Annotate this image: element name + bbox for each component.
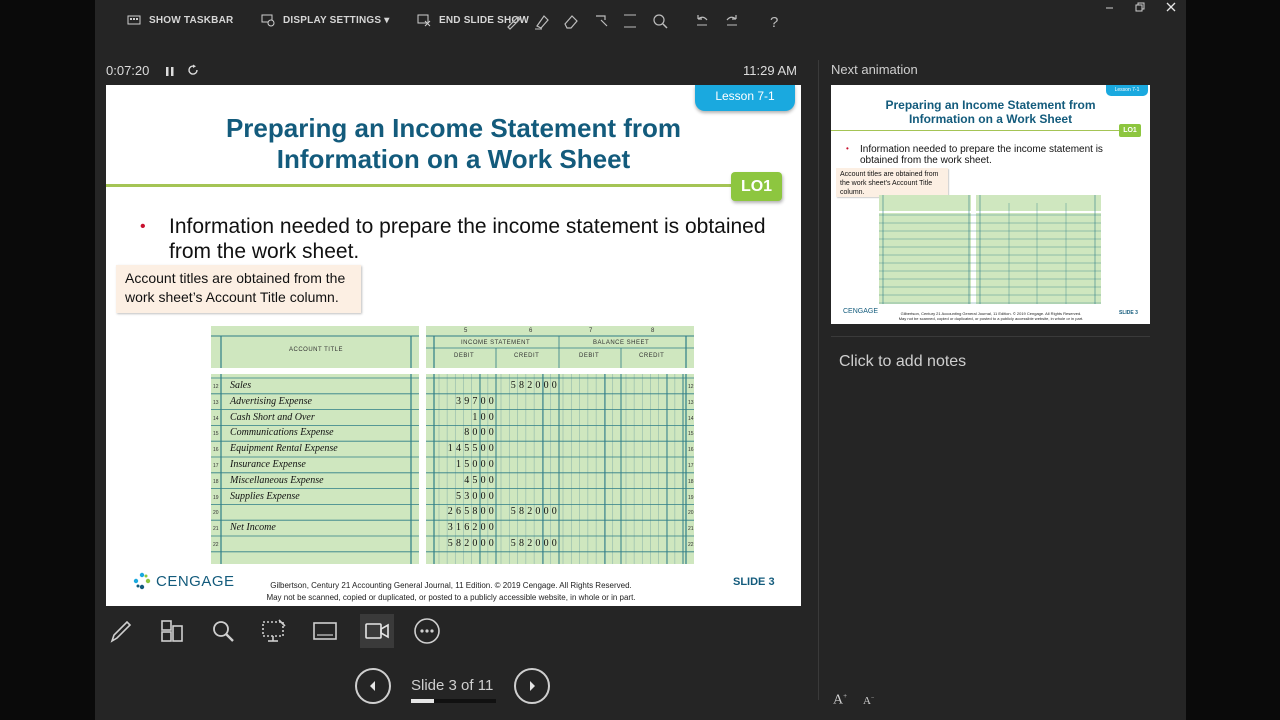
debit-header: DEBIT (454, 353, 475, 359)
display-settings-label: DISPLAY SETTINGS ▾ (283, 14, 390, 26)
notes-divider (831, 336, 1150, 337)
pause-timer-button[interactable] (165, 64, 175, 75)
credit-amount: 582000 (510, 506, 560, 518)
row-number: 22 (688, 542, 694, 548)
row-number: 16 (688, 447, 694, 454)
help-tool[interactable] (765, 12, 783, 30)
title-divider (106, 184, 736, 187)
debit-amount: 15000 (456, 459, 497, 470)
previous-icon (367, 680, 379, 692)
next-slide-preview[interactable] (831, 85, 1150, 324)
see-all-slides-button[interactable] (155, 614, 189, 648)
preview-cengage-logo: CENGAGE (843, 308, 879, 315)
preview-bullet-text: Information needed to prepare the income statement is obtained from the work sheet. (860, 144, 1103, 166)
row-number: 20 (688, 510, 694, 517)
debit-amount: 582000 (447, 538, 497, 549)
eraser-icon (562, 12, 580, 30)
account-title-header: ACCOUNT TITLE (289, 347, 343, 353)
row-number: 21 (688, 526, 694, 533)
slide-footer (106, 563, 801, 606)
row-number: 15 (688, 431, 694, 438)
increase-font-button[interactable]: A+ (833, 692, 848, 708)
account-title: Sales (230, 380, 252, 391)
current-slide[interactable] (106, 85, 801, 606)
copyright-line-2: May not be scanned, copied or duplicated, or posted to a publicly accessible website, in whole or in part. (266, 593, 636, 602)
taskbar-icon (127, 13, 141, 27)
slide-title-line-1: Preparing an Income Statement from (225, 113, 682, 143)
current-time: 11:29 AM (743, 63, 797, 78)
lesson-tab: Lesson 7-1 (695, 85, 795, 111)
row-number: 14 (688, 415, 694, 422)
income-statement-header: INCOME STATEMENT (461, 340, 531, 346)
clear-ink-tool[interactable] (621, 12, 639, 30)
slide-title (106, 113, 801, 175)
preview-callout: Account titles are obtained from the work sheet’s Account Title column. (836, 168, 948, 197)
row-number: 13 (688, 399, 694, 406)
account-title: Advertising Expense (230, 395, 312, 407)
previous-slide-button[interactable] (355, 668, 391, 704)
redo-icon (723, 12, 741, 30)
presenter-view (95, 0, 1186, 720)
laser-icon (592, 12, 610, 30)
undo-icon (693, 12, 711, 30)
restart-timer-button[interactable] (187, 63, 199, 75)
redo-tool[interactable] (723, 12, 741, 30)
credit-header: CREDIT (514, 353, 540, 359)
account-title: Insurance Expense (230, 459, 306, 470)
debit-amount: 8000 (464, 427, 497, 439)
column-number: 7 (589, 328, 593, 334)
svg-text:?: ? (770, 14, 779, 30)
row-number: 22 (213, 542, 219, 548)
preview-bullet-marker: • (846, 144, 849, 153)
help-icon (765, 12, 783, 30)
row-number: 20 (213, 510, 219, 517)
laser-tool[interactable] (592, 12, 610, 30)
preview-title-line-2: Information on a Work Sheet (908, 112, 1073, 126)
account-title: Equipment Rental Expense (230, 443, 338, 455)
row-number: 21 (213, 526, 219, 533)
restore-button[interactable] (1135, 2, 1145, 14)
show-taskbar-label: SHOW TASKBAR (149, 14, 234, 26)
close-icon (1166, 2, 1176, 12)
reset-icon (187, 64, 199, 76)
row-number: 17 (213, 463, 219, 469)
end-slide-show-label: END SLIDE SHOW (439, 14, 530, 26)
show-taskbar-button[interactable] (127, 12, 233, 28)
preview-work-sheet (879, 195, 1101, 304)
pen-icon (505, 12, 523, 30)
row-number: 14 (213, 415, 219, 422)
restore-icon (1135, 2, 1145, 12)
row-number: 12 (688, 384, 694, 390)
row-number: 13 (213, 399, 219, 406)
minimize-button[interactable] (1105, 2, 1115, 14)
undo-tool[interactable] (693, 12, 711, 30)
camera-toggle-button[interactable] (360, 614, 394, 648)
black-screen-button[interactable] (257, 614, 291, 648)
black-screen-icon (260, 617, 288, 645)
pause-icon (165, 66, 175, 77)
decrease-font-button[interactable]: A− (863, 695, 875, 707)
account-title: Supplies Expense (230, 490, 300, 502)
debit-header: DEBIT (579, 353, 600, 359)
work-sheet-image (211, 326, 696, 564)
bullet-text: Information needed to prepare the income statement is obtained from the work sheet. (169, 215, 766, 263)
camera-icon (363, 617, 391, 645)
cengage-logo (132, 571, 235, 591)
debit-amount: 145500 (447, 443, 497, 455)
next-icon (526, 680, 538, 692)
slide-progress-fill (411, 699, 434, 703)
row-number: 15 (213, 431, 219, 438)
debit-amount: 100 (472, 411, 497, 423)
debit-amount: 53000 (456, 490, 497, 502)
account-title: Net Income (230, 522, 276, 534)
copyright-notice (241, 580, 661, 604)
debit-amount: 316200 (447, 522, 497, 534)
zoom-tool[interactable] (651, 12, 669, 30)
account-title: Miscellaneous Expense (230, 474, 324, 486)
zoom-icon (651, 12, 669, 30)
copyright-line-1: Gilbertson, Century 21 Accounting General Journal, 11 Edition. © 2019 Cengage. All Rights Reserved. (270, 581, 632, 590)
learning-objective-badge: LO1 (731, 172, 782, 201)
cengage-wordmark: CENGAGE (156, 572, 235, 590)
column-number: 5 (464, 328, 468, 334)
preview-title (831, 98, 1150, 126)
slide-title-line-2: Information on a Work Sheet (276, 144, 631, 174)
preview-slide-number: SLIDE 3 (1119, 310, 1138, 316)
debit-amount: 4500 (464, 474, 497, 486)
row-number: 18 (688, 478, 694, 485)
pen-tool[interactable] (505, 12, 523, 30)
row-number: 18 (213, 478, 219, 485)
display-settings-icon (261, 13, 275, 27)
minimize-icon (1105, 2, 1115, 12)
debit-amount: 265800 (447, 506, 497, 518)
account-title: Cash Short and Over (230, 411, 315, 423)
pane-divider[interactable] (818, 60, 819, 700)
end-show-icon (417, 13, 431, 27)
next-slide-button[interactable] (514, 668, 550, 704)
credit-header: CREDIT (639, 353, 665, 359)
top-toolbar (95, 0, 1186, 40)
speaker-notes[interactable]: Click to add notes (839, 353, 967, 370)
preview-copyright-line-1: Gilbertson, Century 21 Accounting General Journal, 11 Edition. © 2019 Cengage. All Rights Reserved. (900, 311, 1082, 316)
preview-copyright-line-2: May not be scanned, copied or duplicated, or posted to a publicly accessible website, in whole or in part. (898, 316, 1084, 321)
subtitles-button[interactable] (308, 614, 342, 648)
row-number: 16 (213, 447, 219, 454)
left-margin (0, 0, 95, 720)
row-number: 12 (213, 384, 219, 390)
slide-number-label: SLIDE 3 (733, 576, 775, 588)
row-number: 19 (688, 494, 694, 501)
credit-amount: 582000 (510, 380, 560, 391)
subtitles-icon (311, 617, 339, 645)
pen-laser-tools-button[interactable] (104, 614, 138, 648)
preview-lesson-tab: Lesson 7-1 (1106, 85, 1148, 96)
pen-icon (107, 617, 135, 645)
row-number: 19 (213, 494, 219, 501)
preview-work-sheet-rules (879, 195, 1101, 304)
preview-lo-badge: LO1 (1119, 124, 1141, 137)
callout-box: Account titles are obtained from the work sheet’s Account Title column. (116, 265, 361, 313)
bullet-marker: • (140, 218, 146, 235)
highlighter-tool[interactable] (533, 12, 551, 30)
eraser-tool[interactable] (562, 12, 580, 30)
zoom-icon (209, 617, 237, 645)
credit-amount: 582000 (510, 538, 560, 549)
display-settings-button[interactable] (261, 12, 389, 28)
zoom-into-slide-button[interactable] (206, 614, 240, 648)
slide-counter[interactable]: Slide 3 of 11 (411, 677, 494, 694)
preview-title-divider (831, 130, 1121, 131)
see-all-slides-icon (158, 617, 186, 645)
preview-copyright (891, 311, 1091, 321)
right-margin (1186, 0, 1280, 720)
column-number: 6 (529, 328, 533, 334)
more-options-button[interactable] (410, 614, 444, 648)
column-number: 8 (651, 328, 655, 334)
clear-ink-icon (621, 12, 639, 30)
highlighter-icon (533, 12, 551, 30)
balance-sheet-header: BALANCE SHEET (593, 340, 650, 346)
row-number: 17 (688, 463, 694, 469)
elapsed-timer: 0:07:20 (106, 63, 150, 78)
more-options-icon (413, 617, 441, 645)
debit-amount: 39700 (456, 395, 497, 407)
close-button[interactable] (1166, 2, 1176, 14)
cengage-logo-icon (132, 571, 152, 591)
account-title: Communications Expense (230, 427, 334, 439)
slide-progress-bar (411, 699, 496, 703)
next-animation-label: Next animation (831, 62, 918, 77)
preview-title-line-1: Preparing an Income Statement from (885, 98, 1096, 112)
